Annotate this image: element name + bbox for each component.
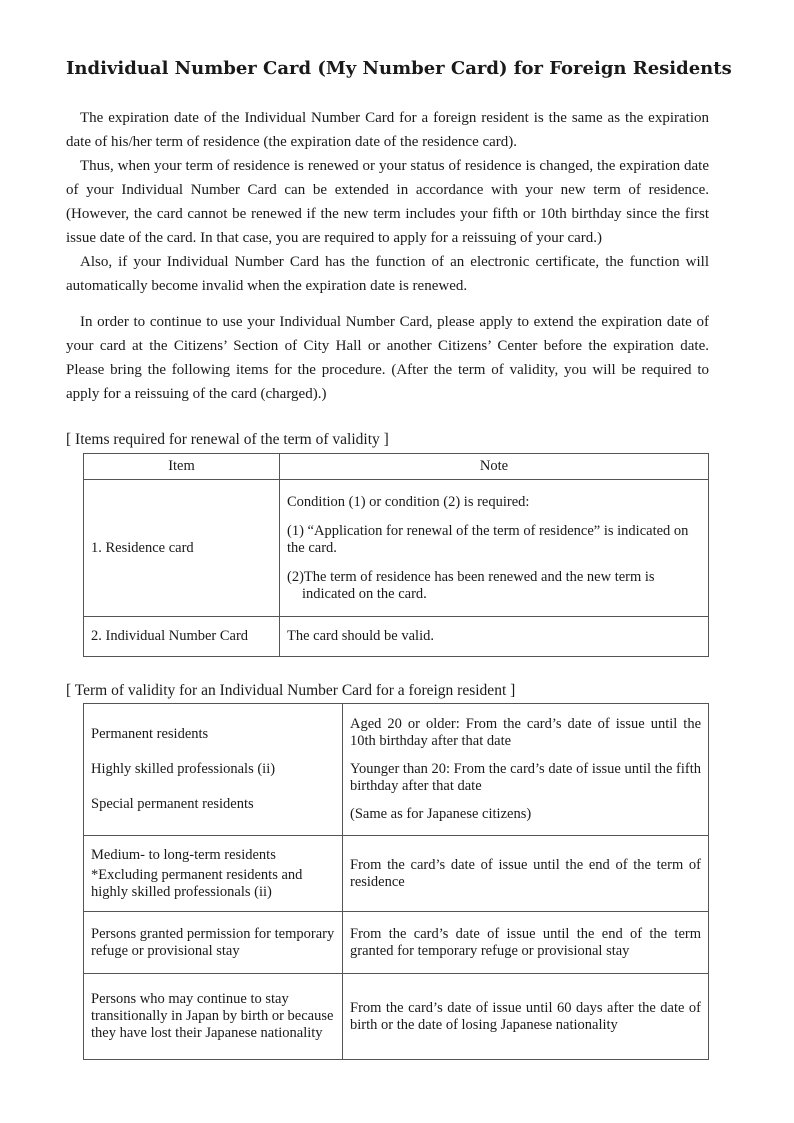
category-cell: [84, 704, 343, 836]
table-header-row: [84, 454, 709, 480]
renewal-heading: [ Items required for renewal of the term of validity ]: [66, 431, 389, 448]
table-row: [84, 836, 709, 912]
category-cell: Persons granted permission for temporary refuge or provisional stay: [84, 912, 343, 974]
table-row: [84, 480, 709, 617]
term-cell: From the card’s date of issue until the end of the term of residence: [343, 836, 709, 912]
category-text: Permanent residents: [91, 726, 209, 742]
term-cell: [343, 704, 709, 836]
category-cell: Persons who may continue to stay transitionally in Japan by birth or because they have lost their Japanese nationality: [84, 974, 343, 1060]
term-text: Younger than 20: From the card’s date of issue until the fifth birthday after that date: [350, 761, 701, 794]
item-cell: 2. Individual Number Card: [84, 617, 280, 657]
category-cell: [84, 836, 343, 912]
category-text: Special permanent residents: [91, 796, 254, 812]
note-cell: The card should be valid.: [280, 617, 709, 657]
intro-paragraph: Thus, when your term of residence is renewed or your status of residence is changed, the expiration date of your Individual Number Card can be extended in accordance with your new term of residence. (However, the card cannot be renewed if the new term includes your fifth or 10th birthday since the first issue date of the card. In that case, you are required to apply for a reissuing of your card.): [66, 158, 709, 246]
term-text: Aged 20 or older: From the card’s date of issue until the 10th birthday after that date: [350, 716, 701, 749]
note-text: Condition (1) or condition (2) is required:: [287, 493, 530, 510]
column-header-item: Item: [84, 454, 280, 480]
renewal-requirements-table: [83, 453, 709, 657]
note-text: (2)The term of residence has been renewed and the new term is indicated on the card.: [287, 568, 655, 602]
intro-paragraph: Also, if your Individual Number Card has the function of an electronic certificate, the function will automatically become invalid when the expiration date is renewed.: [66, 254, 709, 294]
note-cell: [280, 480, 709, 617]
validity-heading: [ Term of validity for an Individual Number Card for a foreign resident ]: [66, 682, 516, 699]
category-text: *Excluding permanent residents and highly skilled professionals (ii): [91, 866, 303, 900]
category-text: Medium- to long-term residents: [91, 846, 276, 863]
category-text: Highly skilled professionals (ii): [91, 761, 276, 777]
intro-paragraph: The expiration date of the Individual Number Card for a foreign resident is the same as the expiration date of his/her term of residence (the expiration date of the residence card).: [66, 110, 709, 150]
table-row: [84, 912, 709, 974]
table-row: [84, 704, 709, 836]
note-text: (1) “Application for renewal of the term of residence” is indicated on the card.: [287, 522, 689, 556]
page-title: Individual Number Card (My Number Card) for Foreign Residents: [66, 58, 732, 79]
column-header-note: Note: [280, 454, 709, 480]
term-cell: From the card’s date of issue until 60 days after the date of birth or the date of losing Japanese nationality: [343, 974, 709, 1060]
intro-text: [66, 106, 709, 406]
intro-paragraph: In order to continue to use your Individual Number Card, please apply to extend the expiration date of your card at the Citizens’ Section of City Hall or another Citizens’ Center before the expiration date. Please bring the following items for the procedure. (After the term of validity, you will be required to apply for a reissuing of the card (charged).): [66, 314, 709, 402]
table-row: [84, 617, 709, 657]
term-text: (Same as for Japanese citizens): [350, 806, 532, 822]
table-row: [84, 974, 709, 1060]
item-cell: 1. Residence card: [84, 480, 280, 617]
validity-term-table: [83, 703, 709, 1060]
term-cell: From the card’s date of issue until the end of the term granted for temporary refuge or provisional stay: [343, 912, 709, 974]
